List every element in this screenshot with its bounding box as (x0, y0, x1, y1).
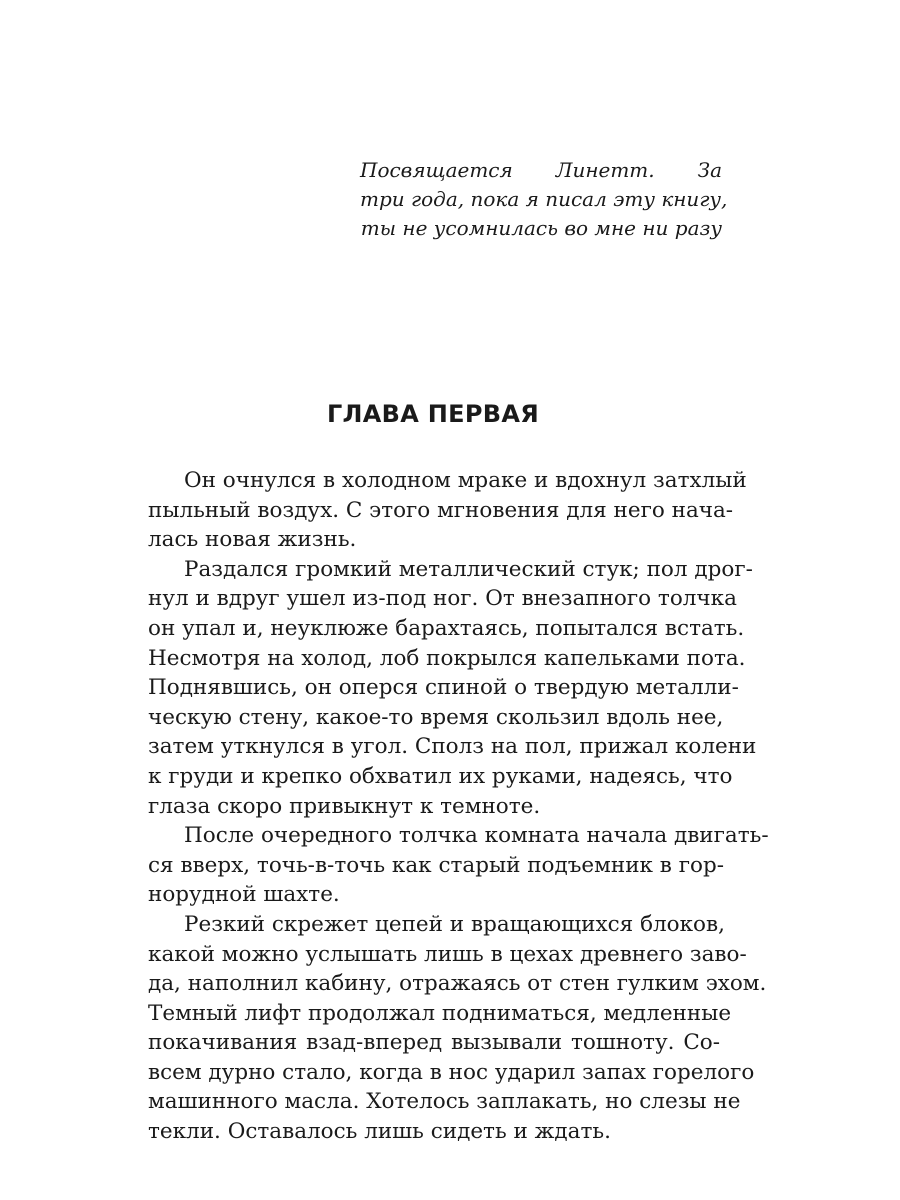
text-line: он упал и, неуклюже барахтаясь, попытался встать. (148, 615, 745, 641)
text-line: нул и вдруг ушел из-под ног. От внезапного толчка (148, 586, 737, 612)
body-text (148, 466, 769, 1147)
text-line: текли. Оставалось лишь сидеть и ждать. (148, 1119, 611, 1145)
text-line: лась новая жизнь. (148, 527, 357, 553)
text-line: покачивания взад-вперед вызывали тошноту. Со- (148, 1030, 720, 1056)
text-line: норудной шахте. (148, 882, 340, 908)
chapter-title: ГЛАВА ПЕРВАЯ (326, 400, 540, 428)
text-line: Поднявшись, он оперся спиной о твердую металли- (148, 675, 739, 701)
text-line: какой можно услышать лишь в цехах древнего заво- (148, 941, 747, 967)
text-line: Резкий скрежет цепей и вращающихся блоков, (184, 911, 725, 937)
text-line: Несмотря на холод, лоб покрылся капельками пота. (148, 645, 746, 671)
dedication-word: За (697, 158, 722, 182)
dedication (360, 156, 728, 243)
text-line: Темный лифт продолжал подниматься, медленные (148, 1000, 732, 1026)
text-line: машинного масла. Хотелось заплакать, но слезы не (148, 1089, 741, 1115)
text-line: пыльный воздух. С этого мгновения для него нача- (148, 497, 734, 523)
dedication-line: три года, пока я писал эту книгу, (360, 187, 728, 211)
dedication-word: Линетт. (555, 158, 655, 182)
text-line: да, наполнил кабину, отражаясь от стен гулким эхом. (148, 971, 767, 997)
text-line: глаза скоро привыкнут к темноте. (148, 793, 541, 819)
text-line: затем уткнулся в угол. Сполз на пол, прижал колени (148, 734, 757, 760)
text-line: ческую стену, какое-то время скользил вдоль нее, (148, 704, 724, 730)
text-line: к груди и крепко обхватил их руками, надеясь, что (148, 763, 733, 789)
text-line: всем дурно стало, когда в нос ударил запах горелого (148, 1059, 755, 1085)
text-line: После очередного толчка комната начала двигать- (184, 823, 769, 849)
text-line: Он очнулся в холодном мраке и вдохнул затхлый (184, 468, 747, 493)
text-line: Раздался громкий металлический стук; пол дрог- (184, 556, 753, 582)
dedication-line: ты не усомнилась во мне ни разу (360, 216, 722, 240)
text-line: ся вверх, точь-в-точь как старый подъемник в гор- (148, 852, 724, 878)
dedication-line (360, 156, 722, 185)
dedication-word: Посвящается (360, 158, 513, 182)
